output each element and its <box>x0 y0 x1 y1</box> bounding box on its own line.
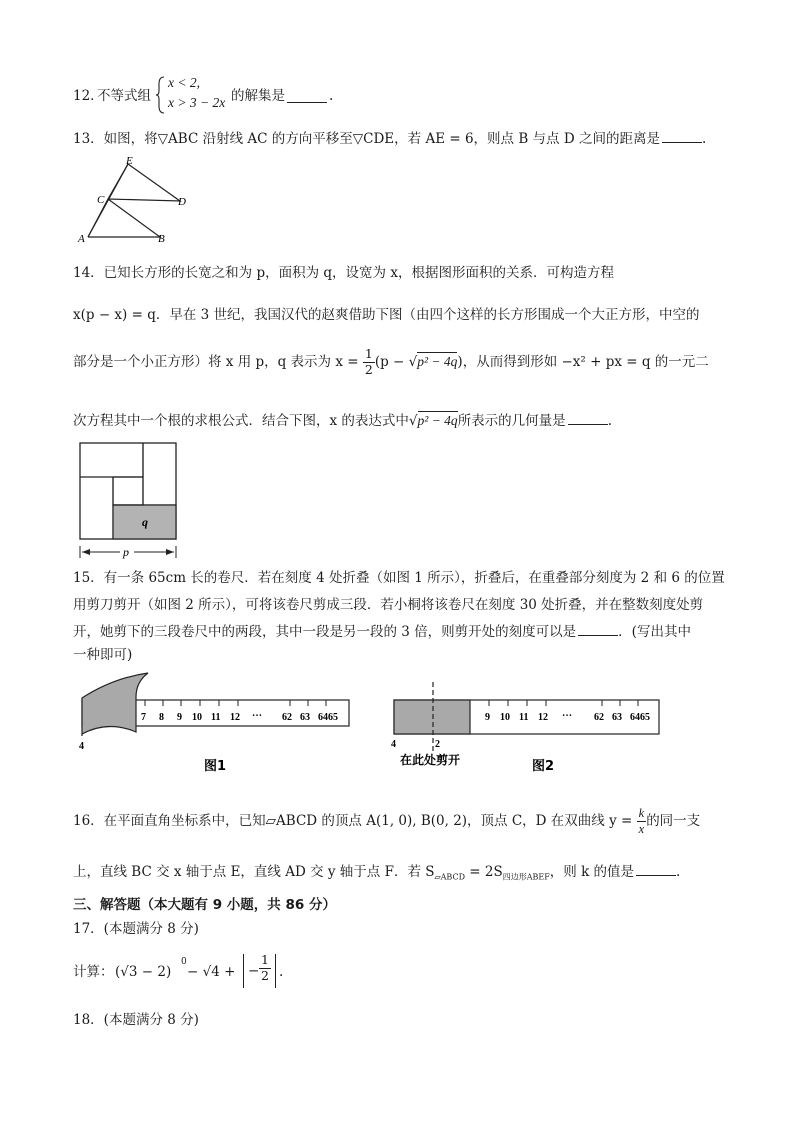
tick-label: 63 <box>612 712 622 723</box>
q14-line-3-tail: )，从而得到形如 −x² + px = q 的一元二 <box>457 353 709 370</box>
tick-label: 8 <box>159 712 164 723</box>
q15-line-3 <box>73 623 691 640</box>
q14-square-figure <box>76 442 186 562</box>
q17-end: . <box>279 964 284 980</box>
segment-ae <box>88 164 128 237</box>
q16-k-over-x-fraction: $\frac{k}{x}$ <box>638 806 645 836</box>
q14-line-1: 14．已知长方形的长宽之和为 p，面积为 q，设宽为 x，根据图形面积的关系．可构造方程 <box>73 265 614 281</box>
q14-half-fraction: $\frac{1}{2}$ <box>364 346 373 377</box>
q13-triangle-figure <box>72 155 192 245</box>
q17-abs-right-bar <box>275 954 276 988</box>
tick-label: 6465 <box>318 712 338 723</box>
q16-line-2-mid: = 2S <box>465 864 503 880</box>
small-square <box>113 477 143 505</box>
q13-answer-blank[interactable] <box>662 130 702 143</box>
tick-label: 62 <box>594 712 604 723</box>
q17-half-fraction: $\frac{1}{2}$ <box>261 952 269 983</box>
label-d: D <box>178 196 186 208</box>
q16-sub-abef: 四边形ABEF <box>502 872 550 882</box>
tick-label: 9 <box>177 712 182 723</box>
q12-inequality-1: x < 2, <box>168 75 200 90</box>
q17-abs-left-bar <box>243 954 244 988</box>
tick-label: 10 <box>500 712 510 723</box>
q12-inequality-2: x > 3 − 2x <box>168 95 226 110</box>
q13-text: 13．如图，将▽ABC 沿射线 AC 的方向平移至▽CDE，若 AE = 6，则点 B 与点 D 之间的距离是 <box>73 131 660 147</box>
q16-end: . <box>676 864 681 880</box>
figure-1-caption: 图1 <box>204 759 227 774</box>
q12-end: . <box>329 88 334 104</box>
q16-line-2 <box>73 863 680 882</box>
section-3-title: 三、解答题（本大题有 9 小题，共 86 分） <box>73 897 336 913</box>
q12-answer-blank[interactable] <box>287 90 327 103</box>
q17-abs-sign: − <box>248 963 260 979</box>
q16-line-1-lead: 16．在平面直角坐标系中，已知▱ABCD 的顶点 A(1, 0), B(0, 2)，顶点 C，D 在双曲线 y = <box>73 812 633 829</box>
q17-header: 17．(本题满分 8 分) <box>73 921 199 937</box>
left-label: 4 <box>391 739 396 750</box>
p-arrow-left-icon <box>82 549 90 555</box>
tick-label: 10 <box>192 712 202 723</box>
q15-line-2: 用剪刀剪开（如图 2 所示），可将该卷尺剪成三段．若小桐将该卷尺在刻度 30 处折叠，并在整数刻度处剪 <box>73 597 704 613</box>
q15-line-3-end: ．(写出其中 <box>618 624 691 640</box>
question-13 <box>73 130 706 147</box>
triangle-cde <box>108 164 180 201</box>
q16-line-1-tail: 的同一支 <box>646 812 701 829</box>
tape-overlap <box>394 700 470 734</box>
q15-answer-blank[interactable] <box>578 623 618 636</box>
q12-number: 12． <box>73 88 104 104</box>
q14-radical-1: √p² − 4q <box>408 353 458 370</box>
q17-calc-label: 计算： <box>73 964 114 980</box>
p-arrow-right-icon <box>166 549 174 555</box>
label-q: q <box>142 515 148 529</box>
q12-lead: 不等式组 <box>97 88 151 104</box>
q14-end: . <box>607 413 612 429</box>
tick-label: 62 <box>282 712 292 723</box>
q16-line-2-lead: 上，直线 BC 交 x 轴于点 E，直线 AD 交 y 轴于点 F．若 S <box>73 864 435 880</box>
tick-label: 63 <box>300 712 310 723</box>
label-b: B <box>158 233 165 245</box>
q14-line-3 <box>73 348 709 376</box>
q14-line-2: x(p − x) = q．早在 3 世纪，我国汉代的赵爽借助下图（由四个这样的长方形围成一个大正方形，中空的 <box>73 307 700 323</box>
q16-sub-abcd: ▱ABCD <box>434 872 465 882</box>
q17-expr-part-a: (√3 − 2) <box>115 964 172 980</box>
tick-label: 9 <box>485 712 490 723</box>
q15-line-3-text: 开，她剪下的三段卷尺中的两段，其中一段是另一段的 3 倍，则剪开处的刻度可以是 <box>73 624 577 640</box>
q15-line-4: 一种即可) <box>73 647 133 663</box>
label-c: C <box>97 194 105 206</box>
tick-label: 12 <box>538 712 548 723</box>
q18-header: 18．(本题满分 8 分) <box>73 1012 199 1028</box>
q14-line-4-tail: 所表示的几何量是 <box>457 413 566 429</box>
label-a: A <box>78 233 85 245</box>
q17-exponent: 0 <box>181 957 187 967</box>
cut-text: 在此处剪开 <box>400 753 461 767</box>
q14-line-4-lead: 次方程其中一个根的求根公式．结合下图，x 的表达式中 <box>73 413 409 429</box>
tick-label: 11 <box>211 712 221 723</box>
q16-line-2-tail: ，则 k 的值是 <box>549 864 635 880</box>
q14-line-3-lead: 部分是一个小正方形）将 x 用 p，q 表示为 x = <box>73 353 359 370</box>
q15-figure-1 <box>78 672 368 782</box>
tick-label: 11 <box>519 712 529 723</box>
q16-line-1 <box>73 807 700 835</box>
tick-label: … <box>252 708 262 719</box>
tick-label: … <box>562 708 572 719</box>
q15-line-1: 15．有一条 65cm 长的卷尺．若在刻度 4 处折叠（如图 1 所示），折叠后，在重叠部分刻度为 2 和 6 的位置 <box>73 570 725 586</box>
q13-end: . <box>701 131 707 147</box>
q16-answer-blank[interactable] <box>636 863 676 876</box>
fold-label: 4 <box>79 741 84 752</box>
figure-2-caption: 图2 <box>532 759 555 774</box>
q14-line-4 <box>73 412 612 430</box>
q12-brace <box>156 76 166 114</box>
tick-label: 7 <box>141 712 146 723</box>
label-e: E <box>126 155 133 167</box>
q15-figure-2 <box>390 672 670 782</box>
q14-answer-blank[interactable] <box>568 412 608 425</box>
q14-radical-2: √p² − 4q <box>408 413 458 430</box>
cut-label: 2 <box>435 739 440 750</box>
q14-paren-open: (p − <box>374 353 409 370</box>
q17-expr-part-b: − √4 + <box>187 964 236 980</box>
tick-label: 6465 <box>630 712 650 723</box>
label-p: p <box>123 545 129 559</box>
tick-label: 12 <box>230 712 240 723</box>
q12-tail: 的解集是 <box>231 88 285 104</box>
